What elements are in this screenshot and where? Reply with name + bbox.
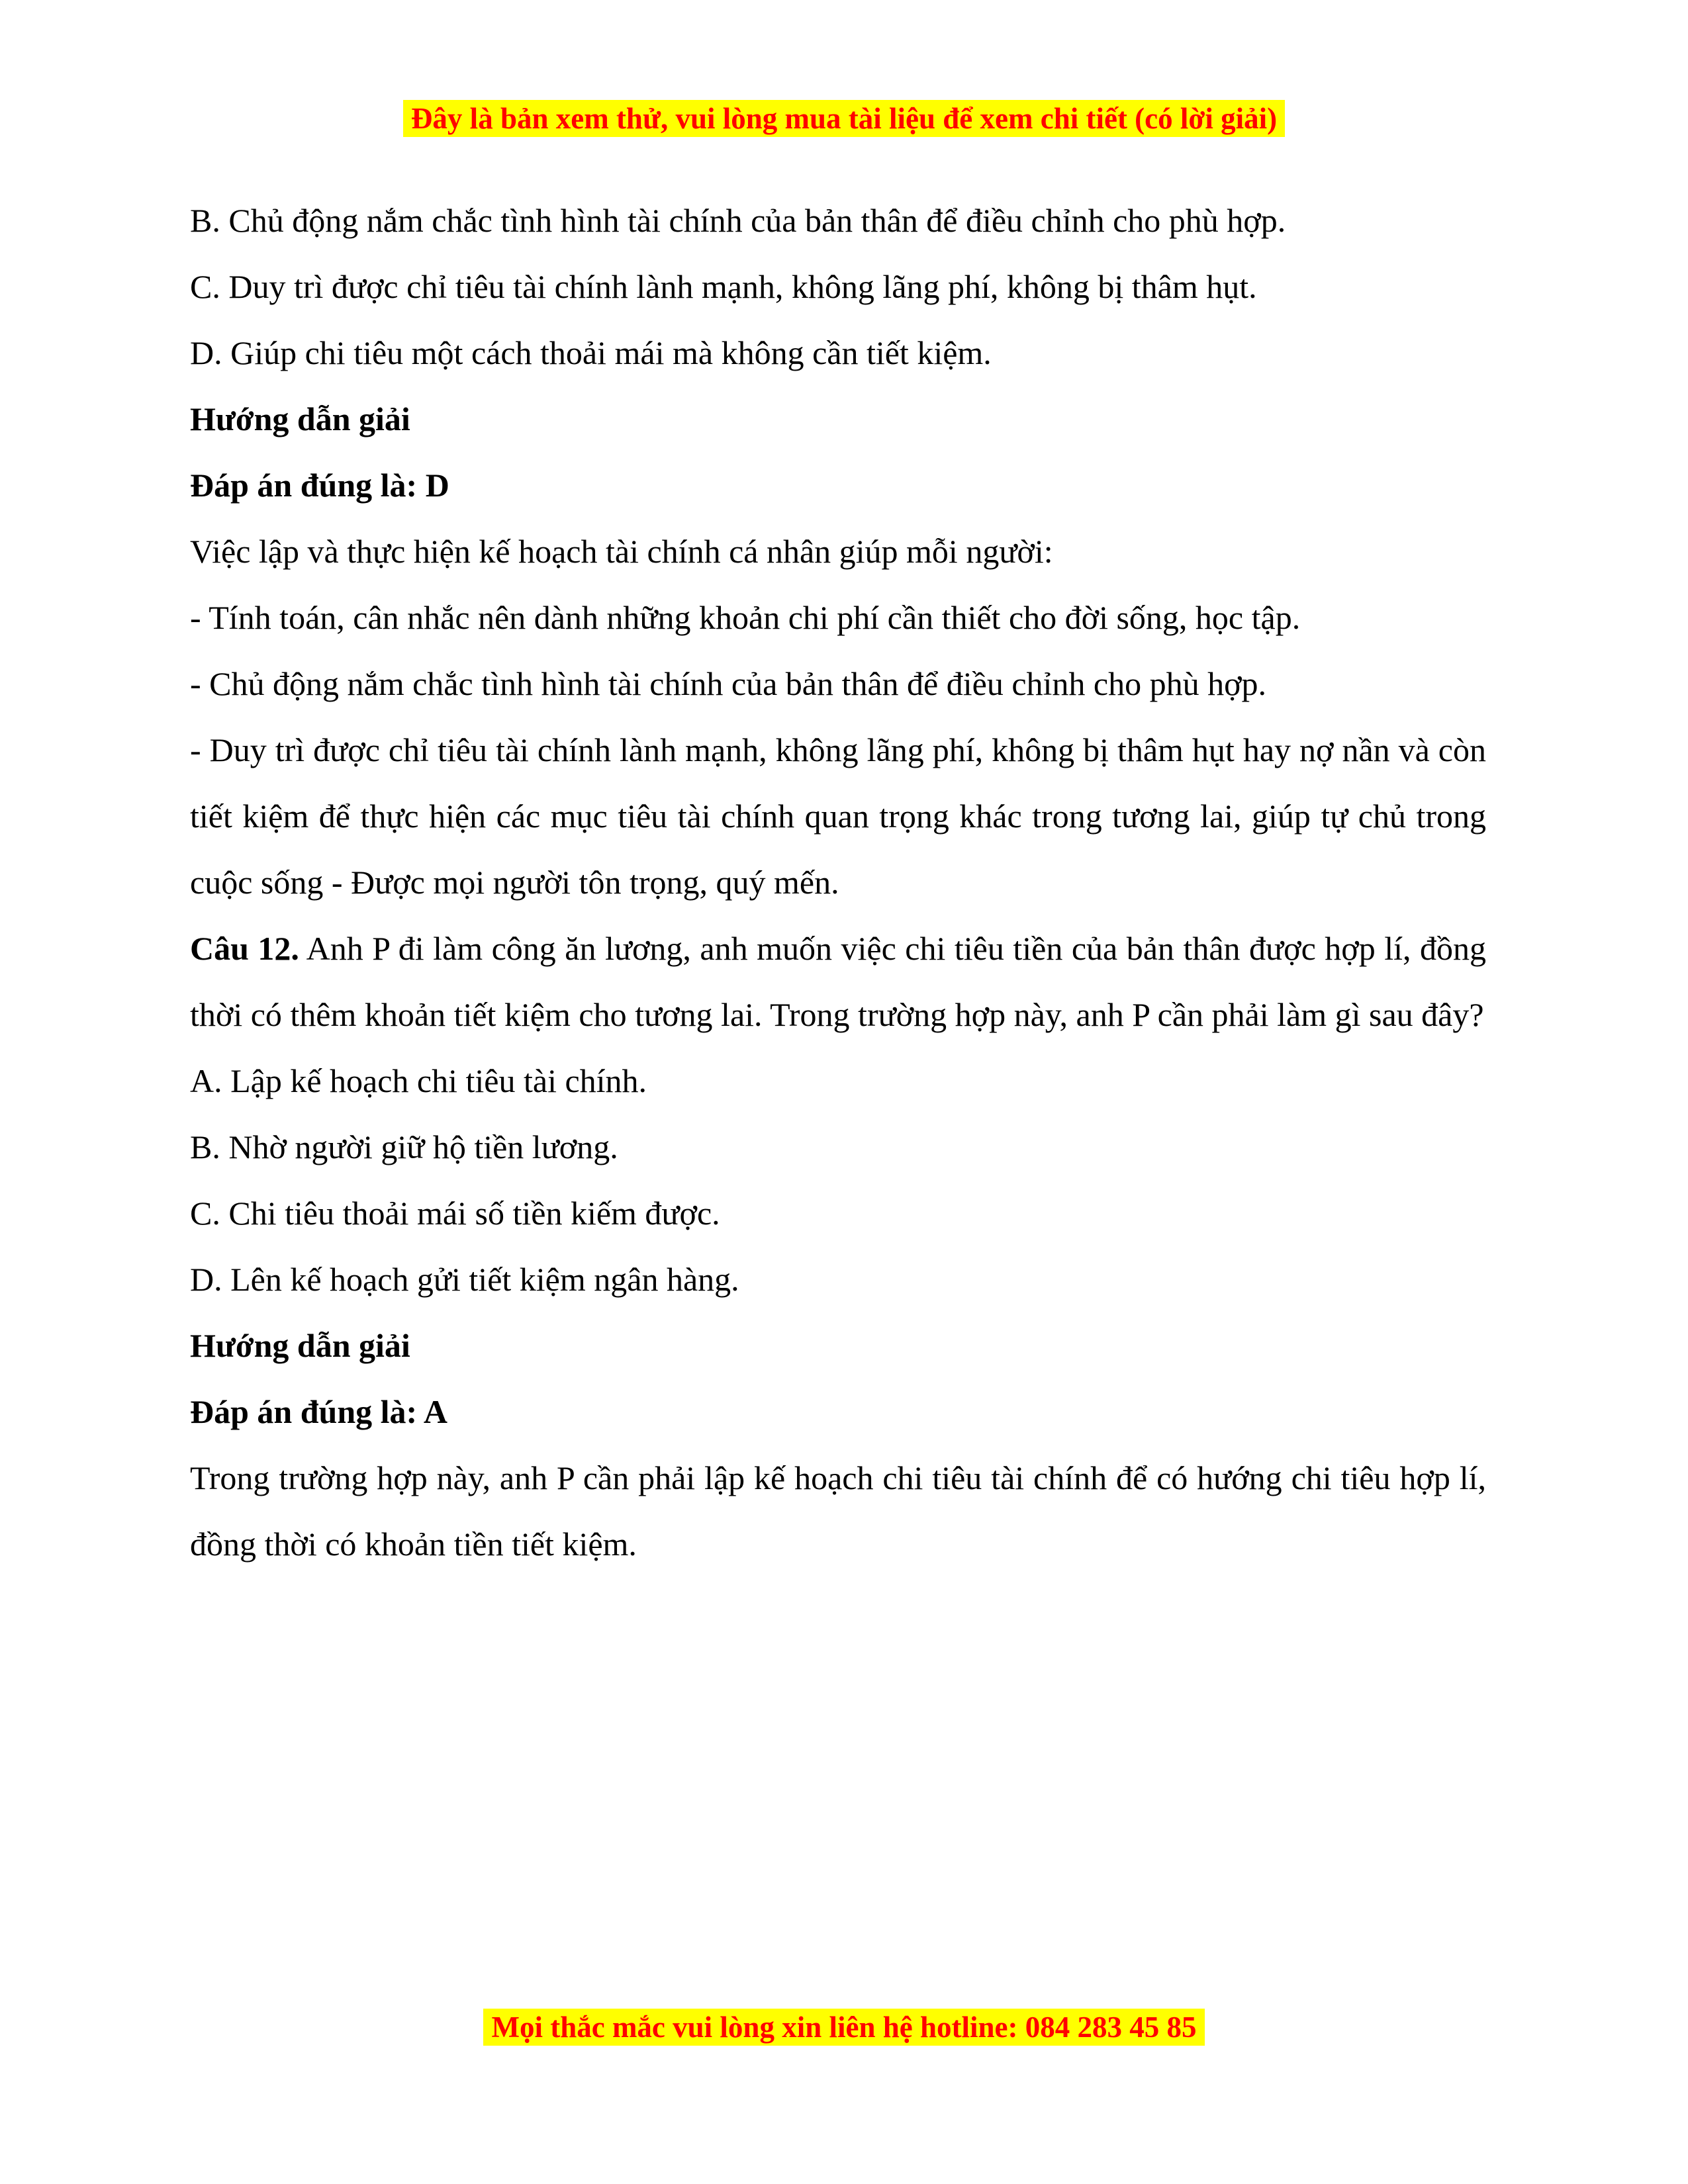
solution-heading-2 [190,1312,1486,1379]
text-run: C. Duy trì được chỉ tiêu tài chính lành mạnh, không lãng phí, không bị thâm hụt. [190,268,1257,305]
text-run: D. Giúp chi tiêu một cách thoải mái mà không cần tiết kiệm. [190,334,992,371]
text-run: Trong trường hợp này, anh P cần phải lập kế hoạch chi tiêu tài chính để có hướng chi tiêu hợp lí, đồng thời có khoản tiền tiết kiệm. [190,1459,1486,1563]
text-run: B. Chủ động nắm chắc tình hình tài chính của bản thân để điều chỉnh cho phù hợp. [190,202,1286,239]
solution-heading [190,386,1486,452]
option-c [190,253,1486,320]
q12-explanation [190,1445,1486,1577]
text-run: Đáp án đúng là: A [190,1393,448,1430]
q12-option-c [190,1180,1486,1246]
preview-banner-text: Đây là bản xem thử, vui lòng mua tài liệu để xem chi tiết (có lời giải) [403,100,1285,137]
document-body [190,187,1486,1577]
correct-answer [190,452,1486,518]
question-12 [190,915,1486,1048]
explanation-intro [190,518,1486,584]
hotline-banner-text: Mọi thắc mắc vui lòng xin liên hệ hotline: 084 283 45 85 [483,2009,1204,2046]
text-run: C. Chi tiêu thoải mái số tiền kiếm được. [190,1195,720,1232]
text-run: A. Lập kế hoạch chi tiêu tài chính. [190,1062,647,1099]
option-b [190,187,1486,253]
hotline-banner [0,2007,1688,2048]
q12-option-a [190,1048,1486,1114]
text-run: - Duy trì được chỉ tiêu tài chính lành mạnh, không lãng phí, không bị thâm hụt hay nợ nần và còn tiết kiệm để thực hiện các mục tiêu tài chính quan trọng khác trong tương lai, giúp tự chủ trong cuộc sống - Được mọi người tôn trọng, quý mến. [190,731,1486,901]
q12-option-b [190,1114,1486,1180]
text-run: B. Nhờ người giữ hộ tiền lương. [190,1128,618,1165]
explanation-item-2 [190,651,1486,717]
preview-banner [0,98,1688,139]
text-run: - Chủ động nắm chắc tình hình tài chính của bản thân để điều chỉnh cho phù hợp. [190,665,1267,702]
text-run: Việc lập và thực hiện kế hoạch tài chính cá nhân giúp mỗi người: [190,533,1053,570]
text-run: Hướng dẫn giải [190,1327,410,1364]
text-run: Câu 12. [190,930,299,967]
option-d [190,320,1486,386]
q12-option-d [190,1246,1486,1312]
text-run: Anh P đi làm công ăn lương, anh muốn việc chi tiêu tiền của bản thân được hợp lí, đồng thời có thêm khoản tiết kiệm cho tương lai. Trong trường hợp này, anh P cần phải làm gì sau đây? [190,930,1486,1033]
text-run: Đáp án đúng là: D [190,467,449,504]
correct-answer-2 [190,1379,1486,1445]
text-run: - Tính toán, cân nhắc nên dành những khoản chi phí cần thiết cho đời sống, học tập. [190,599,1301,636]
text-run: D. Lên kế hoạch gửi tiết kiệm ngân hàng. [190,1261,739,1298]
explanation-item-3 [190,717,1486,915]
explanation-item-1 [190,584,1486,651]
text-run: Hướng dẫn giải [190,400,410,437]
